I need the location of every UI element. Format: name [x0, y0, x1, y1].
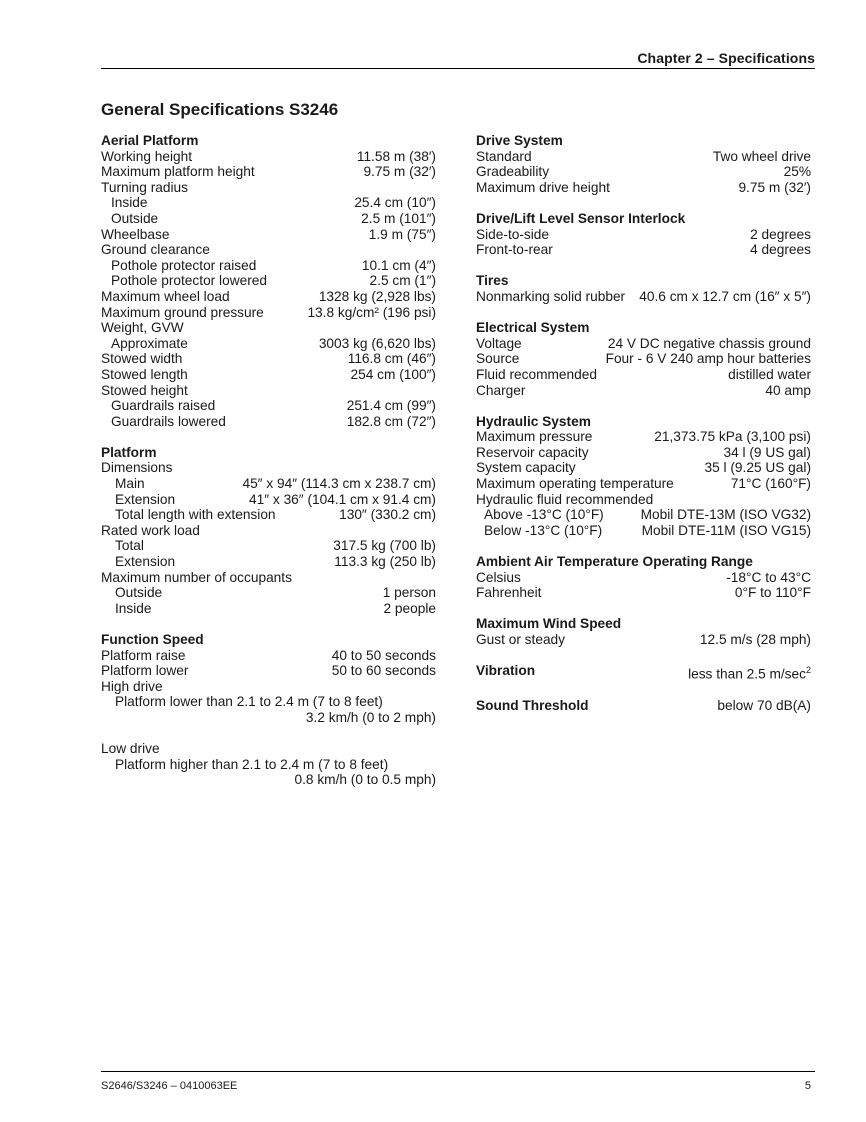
spec-label: Inside — [115, 600, 152, 616]
spec-label: Voltage — [476, 335, 522, 351]
spec-value: 0°F to 110°F — [734, 585, 811, 601]
spec-row — [101, 507, 436, 523]
spec-value: 2 people — [383, 600, 436, 616]
spec-row — [101, 180, 436, 196]
spec-label: Fluid recommended — [476, 366, 597, 382]
footer-doc-id: S2646/S3246 – 0410063EE — [101, 1080, 238, 1092]
spec-value: Mobil DTE-11M (ISO VG15) — [641, 522, 811, 538]
spec-row — [101, 320, 436, 336]
spec-row — [101, 351, 436, 367]
spec-label: Charger — [476, 382, 526, 398]
spec-label: Source — [476, 351, 520, 367]
spec-value: 40 to 50 seconds — [331, 647, 436, 663]
spec-label: Rated work load — [101, 522, 200, 538]
spec-row — [101, 211, 436, 227]
spec-row — [476, 351, 811, 367]
spec-value: Two wheel drive — [712, 148, 811, 164]
section-vibration — [476, 663, 811, 682]
section-ambient-temperature — [476, 554, 811, 601]
spec-value: 40 amp — [765, 382, 811, 398]
spec-label: System capacity — [476, 460, 576, 476]
spec-row — [101, 414, 436, 430]
section-title: Vibration — [476, 663, 536, 679]
spec-label: Weight, GVW — [101, 320, 184, 336]
spec-row — [101, 554, 436, 570]
spec-label: Standard — [476, 148, 532, 164]
section-level-sensor-interlock — [476, 211, 811, 258]
spec-label: Fahrenheit — [476, 585, 542, 601]
spec-row — [476, 632, 811, 648]
spec-label: Extension — [115, 554, 176, 570]
section-wind-speed — [476, 616, 811, 647]
footer-rule — [101, 1071, 815, 1072]
spec-label: Maximum wheel load — [101, 288, 230, 304]
spec-label: Stowed width — [101, 351, 183, 367]
section-title: Maximum Wind Speed — [476, 616, 622, 632]
spec-value: 251.4 cm (99″) — [346, 398, 436, 414]
spec-value: 2.5 cm (1″) — [369, 273, 436, 289]
section-title: Aerial Platform — [101, 133, 199, 148]
spec-row — [101, 398, 436, 414]
spec-row — [101, 227, 436, 243]
section-title: Platform — [101, 444, 157, 460]
spec-row — [101, 679, 436, 695]
spec-value: 116.8 cm (46″) — [347, 351, 436, 367]
spec-label: Gust or steady — [476, 632, 566, 647]
spec-label: Platform lower than 2.1 to 2.4 m (7 to 8 feet) — [115, 694, 383, 710]
spec-value: distilled water — [728, 366, 811, 382]
spec-row — [101, 273, 436, 289]
spec-value: 3.2 km/h (0 to 2 mph) — [305, 709, 436, 725]
spec-label: Celsius — [476, 569, 521, 585]
spec-row — [101, 460, 436, 476]
spec-value: 0.8 km/h (0 to 0.5 mph) — [294, 772, 436, 788]
section-aerial-platform — [101, 133, 436, 429]
section-hydraulic-system — [476, 414, 811, 539]
spec-row — [101, 367, 436, 383]
section-drive-system — [476, 133, 811, 195]
section-title: Hydraulic System — [476, 413, 591, 429]
spec-row — [101, 164, 436, 180]
spec-row — [101, 242, 436, 258]
spec-row — [476, 429, 811, 445]
spec-row — [101, 694, 436, 710]
section-platform — [101, 445, 436, 617]
spec-label: Total length with extension — [115, 507, 276, 523]
spec-row — [101, 258, 436, 274]
spec-label: Guardrails raised — [111, 398, 216, 414]
section-function-speed — [101, 632, 436, 788]
spec-label: Above -13°C (10°F) — [484, 507, 604, 523]
section-title: Electrical System — [476, 320, 590, 336]
spec-label: Dimensions — [101, 460, 173, 476]
section-sound-threshold — [476, 698, 811, 714]
spec-value: 317.5 kg (700 lb) — [333, 538, 436, 554]
spec-row — [101, 585, 436, 601]
spec-label: Maximum ground pressure — [101, 304, 264, 320]
header-rule — [101, 68, 815, 69]
spec-row — [101, 289, 436, 305]
spec-row — [101, 648, 436, 664]
spec-label: Side-to-side — [476, 226, 550, 242]
spec-label: Main — [115, 476, 145, 492]
spec-value: 10.1 cm (4″) — [361, 257, 436, 273]
spec-value: 24 V DC negative chassis ground — [607, 335, 811, 351]
section-title: Sound Threshold — [476, 697, 589, 713]
spec-value: 9.75 m (32′) — [738, 179, 811, 195]
spec-label: Maximum number of occupants — [101, 569, 292, 585]
spec-row — [476, 180, 811, 196]
spec-row — [476, 289, 811, 305]
section-title: Tires — [476, 273, 509, 289]
spec-label: Pothole protector lowered — [111, 273, 267, 289]
spec-label: Nonmarking solid rubber — [476, 288, 626, 304]
spec-label: Gradeability — [476, 164, 550, 180]
spec-row — [101, 336, 436, 352]
spec-value: below 70 dB(A) — [717, 697, 811, 713]
spec-row — [476, 367, 811, 383]
spec-value: 2.5 m (101″) — [361, 210, 436, 226]
spec-value: 25% — [783, 164, 811, 180]
spec-value: 71°C (160°F) — [730, 476, 811, 492]
spec-value: 34 l (9 US gal) — [723, 444, 811, 460]
spec-value: 113.3 kg (250 lb) — [334, 554, 436, 570]
spec-label: Maximum operating temperature — [476, 476, 674, 492]
spec-value: 130″ (330.2 cm) — [339, 507, 436, 523]
spec-label: Platform higher than 2.1 to 2.4 m (7 to 8 feet) — [115, 756, 389, 772]
spec-label: Wheelbase — [101, 226, 170, 242]
spec-value: 2 degrees — [750, 226, 811, 242]
spec-row — [101, 523, 436, 539]
page-number: 5 — [804, 1080, 811, 1092]
spec-label: Pothole protector raised — [111, 257, 257, 273]
spec-value: 50 to 60 seconds — [331, 663, 436, 679]
spec-value: 40.6 cm x 12.7 cm (16″ x 5″) — [639, 288, 811, 304]
spec-label: Platform raise — [101, 647, 186, 663]
spec-row — [476, 445, 811, 461]
spec-label: Total — [115, 538, 144, 554]
spec-label: Outside — [111, 210, 159, 226]
spec-value: 182.8 cm (72″) — [346, 413, 436, 429]
spec-row — [476, 242, 811, 258]
spec-row — [476, 149, 811, 165]
section-title: Ambient Air Temperature Operating Range — [476, 554, 753, 570]
spec-value: 1 person — [382, 585, 436, 601]
spec-value: 41″ x 36″ (104.1 cm x 91.4 cm) — [249, 491, 436, 507]
spec-value: 254 cm (100″) — [350, 366, 436, 382]
spec-label: Reservoir capacity — [476, 444, 589, 460]
left-column — [101, 133, 436, 804]
spec-row — [476, 227, 811, 243]
spec-row — [101, 305, 436, 321]
chapter-header: Chapter 2 – Specifications — [637, 50, 815, 66]
spec-label: Platform lower — [101, 663, 189, 679]
spec-row — [101, 741, 436, 757]
spec-row — [101, 570, 436, 586]
spec-label: Stowed height — [101, 382, 188, 398]
spec-value — [688, 663, 811, 682]
spec-label: Low drive — [101, 741, 160, 757]
spec-label: Stowed length — [101, 366, 188, 382]
spec-value: 1328 kg (2,928 lbs) — [318, 288, 436, 304]
spec-value: 12.5 m/s (28 mph) — [699, 632, 811, 647]
spec-row — [101, 383, 436, 399]
spec-value: 3003 kg (6,620 lbs) — [318, 335, 436, 351]
spec-label: Maximum drive height — [476, 179, 610, 195]
spec-label: Guardrails lowered — [111, 413, 226, 429]
spec-value: 35 l (9.25 US gal) — [704, 460, 811, 476]
spec-value: 13.8 kg/cm² (196 psi) — [307, 304, 436, 320]
spec-label: Outside — [115, 585, 163, 601]
spec-row — [101, 149, 436, 165]
spec-row — [476, 492, 811, 508]
vibration-exponent: 2 — [805, 665, 811, 676]
spec-row — [476, 460, 811, 476]
section-electrical-system — [476, 320, 811, 398]
spec-row — [476, 336, 811, 352]
spec-value: 11.58 m (38′) — [356, 148, 436, 164]
section-title: Drive/Lift Level Sensor Interlock — [476, 210, 686, 226]
spec-row — [476, 476, 811, 492]
spec-value: 45″ x 94″ (114.3 cm x 238.7 cm) — [242, 476, 436, 492]
page-title: General Specifications S3246 — [101, 100, 339, 119]
spec-label: Maximum platform height — [101, 164, 255, 180]
spec-value: 25.4 cm (10″) — [354, 195, 436, 211]
spec-row — [101, 757, 436, 773]
spec-row — [476, 570, 811, 586]
section-tires — [476, 273, 811, 304]
spec-value: 4 degrees — [750, 242, 811, 258]
spec-value: 9.75 m (32′) — [363, 164, 436, 180]
vibration-value: less than 2.5 m/sec — [688, 666, 806, 682]
spec-label: Maximum pressure — [476, 429, 593, 445]
spec-row — [101, 601, 436, 617]
spec-row — [476, 164, 811, 180]
spec-row — [476, 383, 811, 399]
spec-row — [101, 663, 436, 679]
spec-row — [101, 195, 436, 211]
spec-label: Working height — [101, 148, 193, 164]
spec-label: Hydraulic fluid recommended — [476, 491, 654, 507]
right-column — [476, 133, 811, 729]
spec-label: Approximate — [111, 335, 188, 351]
spec-row — [101, 492, 436, 508]
spec-row — [101, 538, 436, 554]
spec-value: -18°C to 43°C — [726, 569, 811, 585]
spec-label: Ground clearance — [101, 242, 210, 258]
spec-row — [476, 507, 811, 523]
spec-value: Mobil DTE-13M (ISO VG32) — [640, 507, 811, 523]
spec-row — [101, 476, 436, 492]
section-title: Drive System — [476, 133, 563, 148]
section-title: Function Speed — [101, 632, 204, 647]
spec-label: Inside — [111, 195, 148, 211]
spec-label: Front-to-rear — [476, 242, 553, 258]
spec-row — [476, 585, 811, 601]
spec-value: 1.9 m (75″) — [368, 226, 436, 242]
spec-value: 21,373.75 kPa (3,100 psi) — [654, 429, 811, 445]
spec-label: Extension — [115, 491, 176, 507]
spec-label: Below -13°C (10°F) — [484, 522, 603, 538]
spec-label: High drive — [101, 678, 163, 694]
spec-value: Four - 6 V 240 amp hour batteries — [605, 351, 811, 367]
spec-label: Turning radius — [101, 179, 188, 195]
spec-row — [476, 523, 811, 539]
